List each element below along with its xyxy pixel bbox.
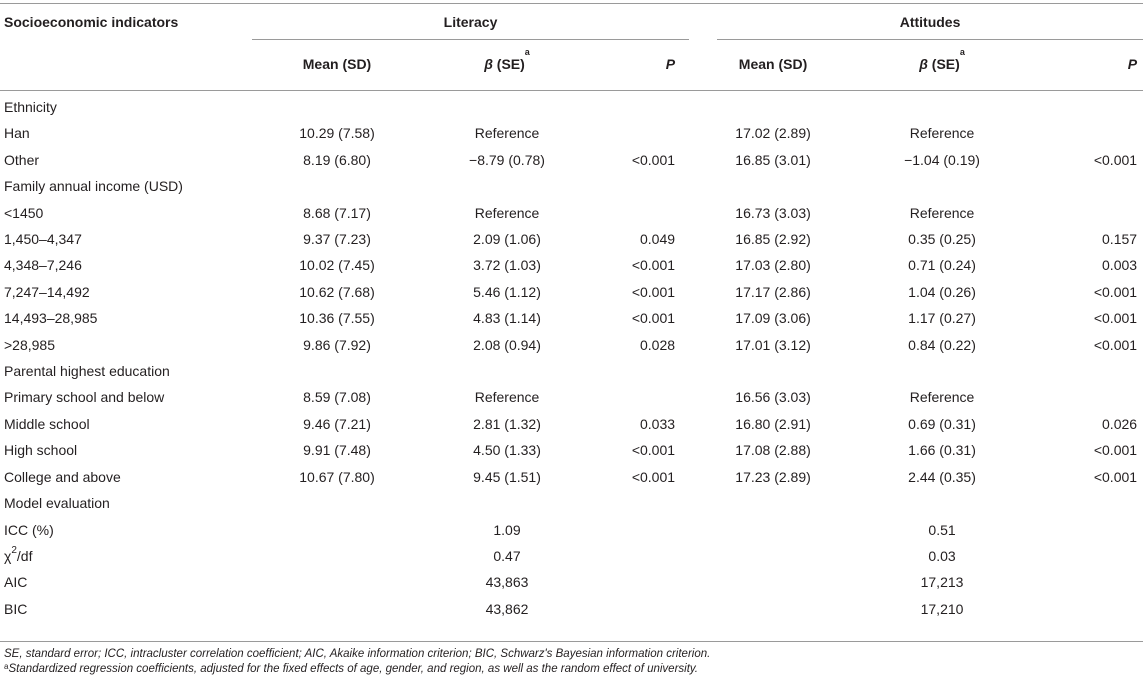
attitudes-beta-cell: 1.04 (0.26) [908,283,976,300]
attitudes-beta-cell: 1.17 (0.27) [908,310,976,327]
attitudes-beta-cell: 0.84 (0.22) [908,336,976,353]
beta-se-label: (SE) [927,56,960,72]
literacy-beta-cell: 0.47 [493,547,521,564]
attitudes-mean-cell: 16.56 (3.03) [735,389,811,406]
attitudes-p-cell: <0.001 [1093,151,1138,168]
attitudes-p-cell: <0.001 [1093,310,1138,327]
literacy-mean-cell [252,569,422,595]
attitudes-beta-cell: 0.69 (0.31) [908,415,976,432]
attitudes-mean-cell: 17.03 (2.80) [735,257,811,274]
literacy-beta-header [422,44,592,94]
literacy-mean-cell: 10.62 (7.68) [299,283,375,300]
attitudes-mean-cell: 16.85 (3.01) [735,151,811,168]
attitudes-beta-cell: Reference [909,204,975,221]
table-row [0,569,1143,595]
literacy-p-cell [592,596,689,622]
literacy-mean-cell: 10.02 (7.45) [299,257,375,274]
section-title: Model evaluation [4,495,110,512]
literacy-mean-header: Mean (SD) [302,56,372,72]
literacy-beta-cell: 4.50 (1.33) [473,442,541,459]
row-label: High school [4,442,78,459]
attitudes-mean-cell: 17.02 (2.89) [735,125,811,142]
row-label-superscript: 2 [11,544,17,556]
literacy-mean-cell [252,517,422,543]
literacy-mean-cell [252,596,422,622]
attitudes-mean-header: Mean (SD) [738,56,808,72]
bottom-rule [0,641,1143,642]
table-row [0,464,1143,490]
group-header-attitudes: Attitudes [899,14,961,30]
attitudes-p-cell: 0.003 [1102,257,1138,274]
section-header-row [0,490,1143,516]
standardized-footnote [4,662,710,677]
table-row [0,596,1143,622]
row-label: BIC [4,600,28,617]
attitudes-p-cell: 0.157 [1102,231,1138,248]
literacy-beta-cell: 1.09 [493,521,521,538]
attitudes-mean-cell [689,543,857,569]
attitudes-mean-cell: 17.23 (2.89) [735,468,811,485]
beta-se-label: (SE) [492,56,525,72]
literacy-p-cell [592,120,689,146]
literacy-mean-cell: 10.67 (7.80) [299,468,375,485]
header-row-columns [0,44,1143,94]
table-row [0,305,1143,331]
attitudes-mean-cell [689,517,857,543]
literacy-p-cell [592,543,689,569]
attitudes-beta-cell: 17,210 [920,600,964,617]
attitudes-mean-cell: 16.73 (3.03) [735,204,811,221]
literacy-beta-cell: 4.83 (1.14) [473,310,541,327]
attitudes-mean-cell [689,569,857,595]
table-row [0,517,1143,543]
row-label [0,543,252,569]
attitudes-beta-cell: 17,213 [920,574,964,591]
table-row [0,279,1143,305]
literacy-p-cell: <0.001 [631,442,676,459]
literacy-mean-cell: 8.19 (6.80) [303,151,371,168]
literacy-beta-cell: Reference [474,389,540,406]
row-label: Middle school [4,415,90,432]
literacy-mean-cell: 8.59 (7.08) [303,389,371,406]
literacy-beta-cell: 5.46 (1.12) [473,283,541,300]
row-label-rest: /df [16,547,33,564]
attitudes-mean-cell [689,596,857,622]
row-label: <1450 [4,204,44,221]
literacy-beta-cell: 43,863 [485,574,529,591]
literacy-beta-cell: 43,862 [485,600,529,617]
attitudes-p-cell [1027,543,1143,569]
section-title: Family annual income (USD) [4,178,183,195]
table-row [0,332,1143,358]
attitudes-mean-cell: 17.01 (3.12) [735,336,811,353]
literacy-p-cell [592,569,689,595]
attitudes-beta-cell: 0.35 (0.25) [908,231,976,248]
literacy-p-cell [592,384,689,410]
literacy-beta-cell: 2.81 (1.32) [473,415,541,432]
table-row [0,226,1143,252]
attitudes-beta-cell: −1.04 (0.19) [904,151,980,168]
attitudes-p-cell [1027,596,1143,622]
table-row [0,384,1143,410]
literacy-mean-cell [252,543,422,569]
literacy-beta-cell: 3.72 (1.03) [473,257,541,274]
attitudes-p-cell: <0.001 [1093,336,1138,353]
beta-symbol: β [484,56,493,72]
row-label: College and above [4,468,121,485]
table-row [0,437,1143,463]
beta-footnote-marker: a [959,47,965,57]
header-row-groups [0,0,1143,44]
attitudes-mean-cell: 17.17 (2.86) [735,283,811,300]
attitudes-mean-cell: 16.85 (2.92) [735,231,811,248]
literacy-p-cell: <0.001 [631,257,676,274]
row-label: 14,493–28,985 [4,310,98,327]
table-footnotes [4,647,710,677]
literacy-beta-cell: 9.45 (1.51) [473,468,541,485]
row-label: 4,348–7,246 [4,257,82,274]
attitudes-mean-cell: 16.80 (2.91) [735,415,811,432]
attitudes-beta-cell: 0.51 [928,521,956,538]
table-row [0,252,1143,278]
literacy-p-cell [592,200,689,226]
attitudes-beta-cell: 0.03 [928,547,956,564]
group-header-literacy: Literacy [443,14,498,30]
literacy-beta-cell: Reference [474,125,540,142]
literacy-mean-cell: 10.36 (7.55) [299,310,375,327]
table-row [0,411,1143,437]
attitudes-p-cell [1027,200,1143,226]
literacy-p-cell: 0.049 [639,231,676,248]
beta-symbol: β [919,56,928,72]
section-title: Parental highest education [4,363,170,380]
table-body [0,94,1143,622]
table-row [0,147,1143,173]
literacy-p-cell: <0.001 [631,310,676,327]
table-row [0,200,1143,226]
attitudes-beta-cell: Reference [909,389,975,406]
literacy-beta-cell: −8.79 (0.78) [469,151,545,168]
section-header-row [0,173,1143,199]
section-header-row [0,94,1143,120]
table-row [0,120,1143,146]
literacy-p-cell: 0.033 [639,415,676,432]
literacy-p-cell [592,517,689,543]
attitudes-beta-header [857,44,1027,94]
literacy-mean-cell: 9.91 (7.48) [303,442,371,459]
stub-header-blank [0,44,252,94]
attitudes-p-cell: <0.001 [1093,468,1138,485]
attitudes-p-header: P [1127,56,1138,72]
row-label-base: χ [4,547,12,564]
row-label: 1,450–4,347 [4,231,82,248]
section-title: Ethnicity [4,99,57,115]
literacy-mean-cell: 8.68 (7.17) [303,204,371,221]
attitudes-beta-cell: 2.44 (0.35) [908,468,976,485]
literacy-mean-cell: 9.46 (7.21) [303,415,371,432]
literacy-mean-cell: 10.29 (7.58) [299,125,375,142]
row-label: 7,247–14,492 [4,283,90,300]
row-label: ICC (%) [4,521,54,538]
literacy-p-cell: <0.001 [631,283,676,300]
attitudes-p-cell: <0.001 [1093,442,1138,459]
abbreviations-footnote: SE, standard error; ICC, intracluster correlation coefficient; AIC, Akaike information criterion; BIC, Schwarz's Bayesian information criterion. [4,648,711,660]
attitudes-p-cell: <0.001 [1093,283,1138,300]
attitudes-mean-cell: 17.09 (3.06) [735,310,811,327]
attitudes-p-cell [1027,517,1143,543]
row-label: AIC [4,574,28,591]
row-label: Primary school and below [4,389,165,406]
attitudes-beta-cell: 0.71 (0.24) [908,257,976,274]
literacy-p-cell: <0.001 [631,468,676,485]
row-label: Han [4,125,30,142]
literacy-beta-cell: 2.09 (1.06) [473,231,541,248]
literacy-p-cell: <0.001 [631,151,676,168]
literacy-p-header: P [665,56,676,72]
footnote-text: Standardized regression coefficients, adjusted for the fixed effects of age, gender, and region, as well as the random effect of university. [8,663,698,675]
row-label: >28,985 [4,336,55,353]
attitudes-p-cell [1027,569,1143,595]
literacy-p-cell: 0.028 [639,336,676,353]
literacy-mean-cell: 9.86 (7.92) [303,336,371,353]
section-header-row [0,358,1143,384]
attitudes-beta-cell: 1.66 (0.31) [908,442,976,459]
beta-footnote-marker: a [524,47,530,57]
attitudes-beta-cell: Reference [909,125,975,142]
attitudes-p-cell [1027,384,1143,410]
literacy-mean-cell: 9.37 (7.23) [303,231,371,248]
table-row [0,543,1143,569]
literacy-beta-cell: Reference [474,204,540,221]
stub-header: Socioeconomic indicators [4,14,179,30]
footnote-marker: a [4,662,9,671]
attitudes-p-cell [1027,120,1143,146]
attitudes-p-cell: 0.026 [1102,415,1138,432]
literacy-beta-cell: 2.08 (0.94) [473,336,541,353]
attitudes-mean-cell: 17.08 (2.88) [735,442,811,459]
row-label: Other [4,151,40,168]
